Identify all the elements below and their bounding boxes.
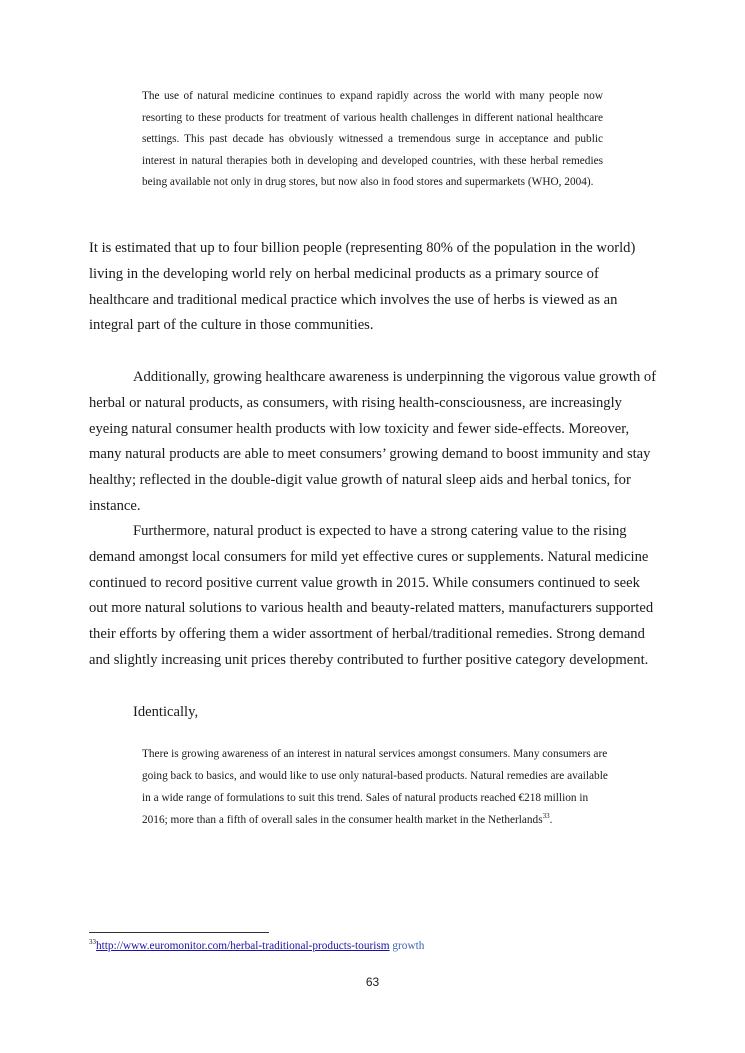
footnote-link[interactable]: http://www.euromonitor.com/herbal-traditional-products-tourism <box>96 940 390 952</box>
block-quote-who <box>142 86 603 194</box>
paragraph-identically: Identically, <box>133 704 199 720</box>
footnote-number: 33 <box>89 938 96 947</box>
block-quote-netherlands <box>142 744 612 832</box>
footnote <box>89 938 424 954</box>
paragraph-catering-value <box>89 519 659 674</box>
paragraph-four-billion: It is estimated that up to four billion people (representing 80% of the population in the world) living in the developing world rely on herbal medicinal products as a primary source of healthcare and traditional medical practice which involves the use of herbs is viewed as an integral part of the culture in those communities. <box>89 240 636 334</box>
paragraph-healthcare-awareness-text: Additionally, growing healthcare awareness is underpinning the vigorous value growth of herbal or natural products, as consumers, with rising health-consciousness, are increasingly eyeing natural consumer health products with low toxicity and fewer side-effects. Moreover, many natural products are able to meet consumers’ growing demand to boost immunity and stay healthy; reflected in the double-digit value growth of natural sleep aids and herbal tonics, for instance. <box>89 369 657 514</box>
block-quote-who-text: The use of natural medicine continues to expand rapidly across the world with many people now resorting to these products for treatment of various health challenges in different national healthcare settings. This past decade has obviously witnessed a tremendous surge in acceptance and public interest in natural therapies both in developing and developed countries, with these herbal remedies being available not only in drug stores, but now also in food stores and supermarkets (WHO, 2004). <box>142 90 603 189</box>
paragraph-catering-value-text: Furthermore, natural product is expected to have a strong catering value to the rising demand amongst local consumers for mild yet effective cures or supplements. Natural medicine continued to record positive current value growth in 2015. While consumers continued to seek out more natural solutions to various health and beauty-related matters, manufacturers supported their efforts by offering them a wider assortment of herbal/traditional remedies. Strong demand and slightly increasing unit prices thereby contributed to further positive category development. <box>89 523 654 668</box>
block-quote-netherlands-end: . <box>549 813 553 826</box>
footnote-divider <box>89 932 269 933</box>
paragraph-healthcare-awareness <box>89 365 659 520</box>
block-quote-netherlands-text: There is growing awareness of an interest in natural services amongst consumers. Many consumers are going back to basics, and would like to use only natural-based products. Natural remedies are available in a wide range of formulations to suit this trend. Sales of natural products reached €218 million in 2016; more than a fifth of overall sales in the consumer health market in the Netherlands <box>142 748 608 826</box>
footnote-reference[interactable]: 33 <box>542 811 550 820</box>
footnote-trailing-text: growth <box>389 940 425 952</box>
page-number: 63 <box>365 975 380 989</box>
